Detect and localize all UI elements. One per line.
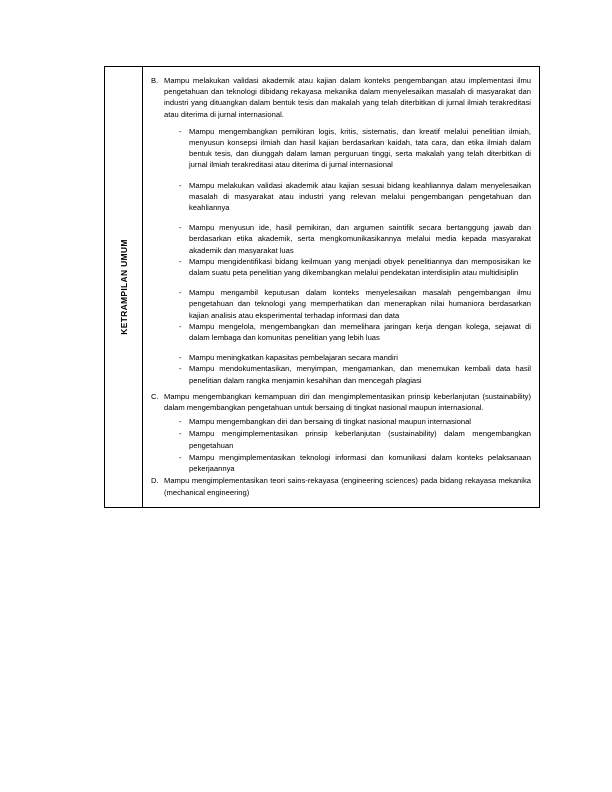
list-item: [151, 391, 531, 413]
sublist-item-text: Mampu mendokumentasikan, menyimpan, mengamankan, dan menemukan kembali data hasil penelitian dalam rangka menjamin kesahihan dan mencegah plagiasi: [189, 364, 531, 385]
dash-bullet-icon: -: [179, 223, 182, 233]
sublist-item: [179, 180, 531, 214]
sublist-item: [179, 321, 531, 343]
sublist-item-text: Mampu melakukan validasi akademik atau kajian sesuai bidang keahliannya dalam menyelesaikan masalah di masyarakat atau industri yang relevan melalui pengembangan pengetahuan dan keahliannya: [189, 180, 531, 213]
sublist-item-text: Mampu mengidentifikasi bidang keilmuan yang menjadi obyek penelitiannya dan memposisikan ke dalam suatu peta penelitian yang dikembangkan melalui pendekatan interdisiplin atau multidisiplin: [189, 256, 531, 278]
sublist-item: [179, 452, 531, 474]
dash-bullet-icon: -: [179, 364, 182, 374]
sublist-item-text: Mampu meningkatkan kapasitas pembelajaran secara mandiri: [189, 353, 398, 363]
sublist-item-text: Mampu mengelola, mengembangkan dan memelihara jaringan kerja dengan kolega, sejawat di dalam lembaga dan komunitas penelitian yang lebih luas: [189, 321, 531, 343]
sublist-item: [179, 352, 531, 363]
sublist-item-text: Mampu mengimplementasikan teknologi informasi dan komunikasi dalam konteks pelaksanaan pekerjaannya: [189, 452, 531, 474]
table-row-label-cell: [105, 67, 143, 507]
sublist-item: [179, 428, 531, 450]
sublist-b: [151, 126, 531, 386]
sublist-item: [179, 287, 531, 321]
list-item-text: Mampu mengembangkan kemampuan diri dan mengimplementasikan prinsip keberlanjutan (sustainability) dalam mengembangkan pengetahuan untuk bersaing di tingkat nasional maupun internasional.: [164, 391, 531, 413]
row-label-text: KETRAMPILAN UMUM: [118, 239, 129, 335]
sublist-item: [179, 256, 531, 278]
list-item-marker: C.: [151, 391, 159, 401]
table-content-cell: [143, 67, 539, 507]
dash-bullet-icon: -: [179, 180, 182, 190]
list-item-text: Mampu melakukan validasi akademik atau kajian dalam konteks pengembangan atau implementasi ilmu pengetahuan dan teknologi dibidang rekayasa mekanika dalam menyelesaikan masalah di masyarakat dan industri yang dituangkan dalam bentuk tesis dan makalah yang telah diterbitkan di jurnal ilmiah terakreditasi atau diterima di jurnal internasional.: [164, 76, 531, 119]
sublist-item: [179, 416, 531, 427]
dash-bullet-icon: -: [179, 452, 182, 462]
sublist-item-text: Mampu mengimplementasikan prinsip keberlanjutan (sustainability) dalam mengembangkan pengetahuan: [189, 429, 531, 450]
competency-table: [104, 66, 540, 508]
dash-bullet-icon: -: [179, 321, 182, 331]
sublist-c: [151, 416, 531, 474]
dash-bullet-icon: -: [179, 429, 182, 439]
list-item-marker: B.: [151, 76, 159, 85]
dash-bullet-icon: -: [179, 256, 182, 266]
list-item-text: Mampu mengimplementasikan teori sains-rekayasa (engineering sciences) pada bidang rekayasa mekanika (mechanical engineering): [164, 476, 531, 497]
dash-bullet-icon: -: [179, 353, 182, 363]
sublist-item-text: Mampu mengembangkan pemikiran logis, kritis, sistematis, dan kreatif melalui penelitian ilmiah, menyusun konsepsi ilmiah dan hasil kajian berdasarkan kaidah, tata cara, dan etika ilmiah dalam bentuk tesis, dan diunggah dalam laman perguruan tinggi, serta makalah yang telah diterbitkan di jurnal ilmiah terakreditasi atau diterima di jurnal internasional: [189, 126, 531, 170]
list-item: [151, 75, 531, 120]
dash-bullet-icon: -: [179, 417, 182, 427]
sublist-item: [179, 363, 531, 385]
dash-bullet-icon: -: [179, 288, 182, 298]
sublist-item-text: Mampu mengambil keputusan dalam konteks menyelesaikan masalah pengembangan ilmu pengetahuan dan teknologi yang memperhatikan dan menerapkan nilai humaniora berdasarkan kajian analisis atau eksperimental terhadap informasi dan data: [189, 288, 531, 320]
sublist-item-text: Mampu menyusun ide, hasil pemikiran, dan argumen saintifik secara bertanggung jawab dan berdasarkan etika akademik, serta mengkomunikasikannya melalui media kepada masyarakat akademik dan masyarakat luas: [189, 223, 531, 255]
list-item-marker: D.: [151, 476, 159, 486]
list-item: [151, 475, 531, 497]
sublist-item: [179, 126, 531, 171]
sublist-item: [179, 222, 531, 256]
dash-bullet-icon: -: [179, 126, 182, 136]
sublist-item-text: Mampu mengembangkan diri dan bersaing di tingkat nasional maupun internasional: [189, 417, 471, 427]
